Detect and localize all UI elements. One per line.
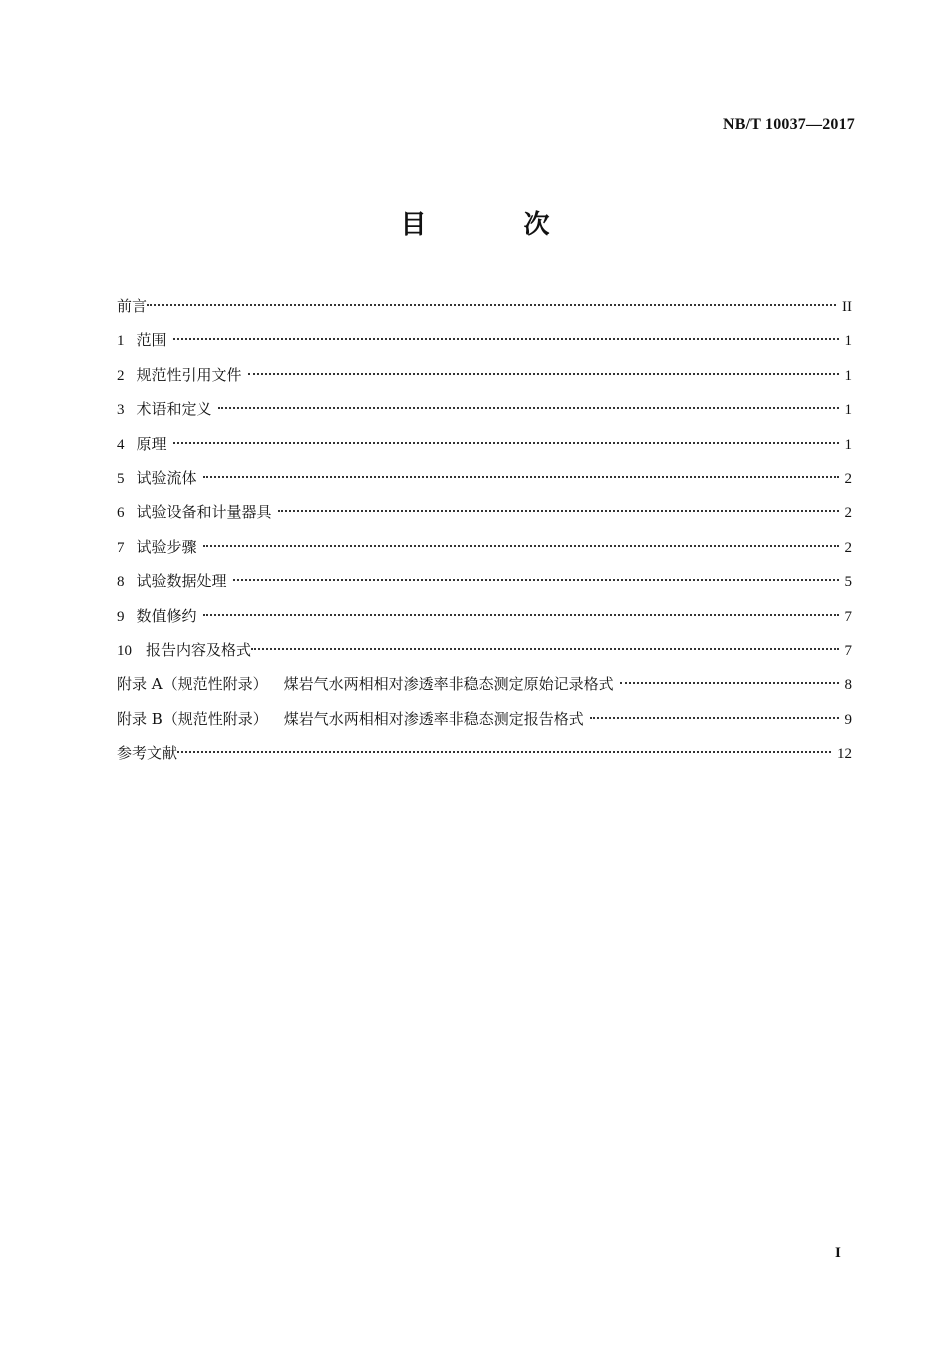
toc-entry-number: 9	[117, 608, 125, 625]
toc-leader-dots	[147, 304, 836, 306]
toc-leader-dots	[203, 614, 839, 616]
toc-entry-page: II	[842, 299, 852, 315]
toc-entry-6[interactable]	[117, 502, 852, 536]
toc-entry-number: 8	[117, 574, 125, 591]
toc-leader-dots	[177, 751, 831, 753]
toc-entry-label: 报告内容及格式	[146, 640, 252, 659]
toc-entry-page: 1	[844, 367, 852, 384]
toc-entry-number: 10	[117, 642, 132, 659]
toc-entry-10[interactable]	[117, 640, 852, 674]
toc-entry-label: 术语和定义	[136, 400, 212, 419]
toc-leader-dots	[620, 682, 839, 684]
toc-entry-page: 7	[844, 608, 852, 625]
toc-entry-number: 5	[117, 470, 125, 487]
toc-entry-appendix-a[interactable]	[117, 674, 852, 708]
toc-entry-page: 2	[844, 470, 852, 487]
toc-entry-7[interactable]	[117, 537, 852, 571]
toc-leader-dots	[590, 717, 839, 719]
toc-entry-label: 数值修约	[136, 606, 197, 625]
toc-leader-dots	[203, 545, 839, 547]
toc-entry-2[interactable]	[117, 365, 852, 399]
toc-entry-page: 1	[844, 436, 852, 453]
page-number: I	[835, 1245, 841, 1261]
toc-entry-number: 2	[117, 367, 125, 384]
toc-leader-dots	[233, 579, 839, 581]
toc-entry-number: 1	[117, 333, 125, 350]
toc-entry-label: 参考文献	[117, 744, 178, 763]
toc-leader-dots	[248, 373, 839, 375]
standard-code: NB/T 10037—2017	[722, 116, 855, 133]
toc-entry-4[interactable]	[117, 434, 852, 468]
toc-entry-label: 试验设备和计量器具	[136, 503, 272, 522]
toc-entry-label: 前言	[117, 297, 148, 315]
toc-entry-3[interactable]	[117, 399, 852, 433]
toc-entry-number: 4	[117, 436, 125, 453]
toc-entry-5[interactable]	[117, 468, 852, 502]
toc-entry-label: 试验步骤	[136, 537, 197, 556]
toc-leader-dots	[173, 442, 839, 444]
toc-entry-label: 规范性引用文件	[136, 365, 242, 384]
toc-entry-label	[117, 674, 614, 694]
appendix-tag: 附录 A（规范性附录）	[117, 675, 268, 694]
toc-entry-label: 范围	[136, 331, 167, 350]
toc-entry-label: 试验数据处理	[136, 572, 227, 591]
toc-entry-page: 2	[844, 505, 852, 522]
toc-entry-number: 6	[117, 505, 125, 522]
toc-leader-dots	[173, 338, 839, 340]
toc-leader-dots	[251, 648, 838, 650]
toc-entry-page: 7	[844, 642, 852, 659]
appendix-title: 煤岩气水两相相对渗透率非稳态测定报告格式	[283, 709, 584, 728]
toc-entry-page: 8	[844, 677, 852, 694]
toc-entry-number: 3	[117, 402, 125, 419]
toc-leader-dots	[278, 510, 839, 512]
toc-entry-1[interactable]	[117, 330, 852, 364]
toc-entry-label	[117, 709, 584, 729]
toc-entry-9[interactable]	[117, 606, 852, 640]
toc-leader-dots	[203, 476, 839, 478]
toc-entry-page: 12	[837, 746, 852, 763]
toc-entry-page: 1	[844, 333, 852, 350]
page-title: 目 次	[400, 210, 594, 240]
toc-entry-references[interactable]	[117, 743, 852, 777]
toc-entry-number: 7	[117, 539, 125, 556]
toc-leader-dots	[218, 407, 839, 409]
toc-entry-page: 9	[844, 711, 852, 728]
toc-entry-8[interactable]	[117, 571, 852, 605]
toc-entry-page: 1	[844, 402, 852, 419]
appendix-title: 煤岩气水两相相对渗透率非稳态测定原始记录格式	[283, 675, 614, 694]
toc-entry-label: 试验流体	[136, 468, 197, 487]
toc-entry-foreword[interactable]	[117, 296, 852, 330]
toc-entry-page: 5	[844, 574, 852, 591]
appendix-tag: 附录 B（规范性附录）	[117, 709, 268, 728]
toc-entry-page: 2	[844, 539, 852, 556]
toc-entry-appendix-b[interactable]	[117, 709, 852, 743]
table-of-contents	[117, 296, 852, 777]
toc-entry-label: 原理	[136, 434, 167, 453]
